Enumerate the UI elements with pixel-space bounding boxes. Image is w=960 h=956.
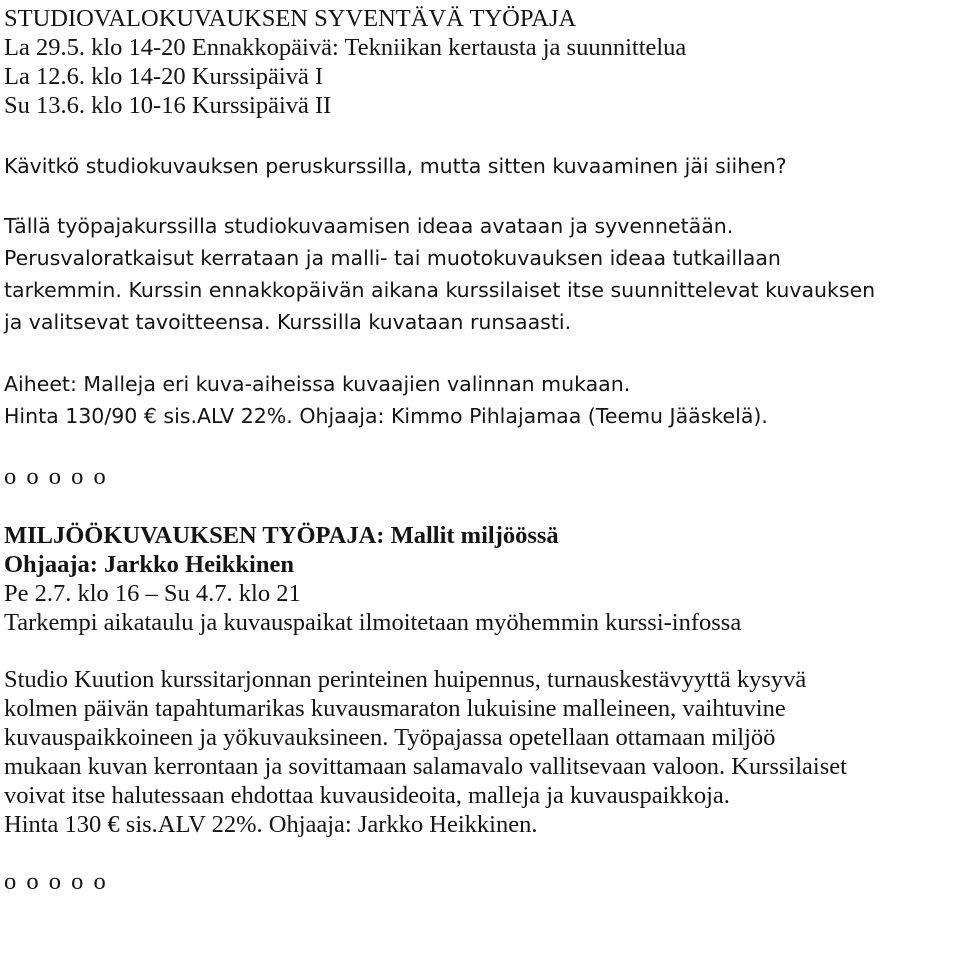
course-studio-description-line-2: Perusvaloratkaisut kerrataan ja malli- tai muotokuvauksen ideaa tutkaillaan bbox=[4, 246, 781, 270]
course-studio-title: STUDIOVALOKUVAUKSEN SYVENTÄVÄ TYÖPAJA bbox=[4, 5, 577, 32]
course-miljoo-description-line-2: kolmen päivän tapahtumarikas kuvausmaraton lukuisine malleineen, vaihtuvine bbox=[4, 695, 786, 722]
course-miljoo-instructor: Ohjaaja: Jarkko Heikkinen bbox=[4, 551, 294, 578]
course-miljoo-description-line-3: kuvauspaikkoineen ja yökuvauksineen. Työpajassa opetellaan ottamaan miljöö bbox=[4, 724, 776, 751]
course-miljoo-section bbox=[4, 521, 956, 839]
schedule-line-1: La 29.5. klo 14-20 Ennakkopäivä: Tekniikan kertausta ja suunnittelua bbox=[4, 34, 687, 61]
spacer bbox=[4, 182, 956, 210]
section-separator-2: o o o o o bbox=[4, 868, 108, 895]
course-studio-description-line-3: tarkemmin. Kurssin ennakkopäivän aikana kurssilaiset itse suunnittelevat kuvauksen bbox=[4, 278, 876, 302]
document-page bbox=[4, 4, 956, 896]
course-miljoo-description-line-4: mukaan kuvan kerrontaan ja sovittamaan salamavalo vallitsevaan valoon. Kurssilaiset bbox=[4, 753, 847, 780]
course-studio-price: Hinta 130/90 € sis.ALV 22%. Ohjaaja: Kimmo Pihlajamaa (Teemu Jääskelä). bbox=[4, 404, 768, 428]
section-separator-1: o o o o o bbox=[4, 463, 108, 490]
schedule-line-2: La 12.6. klo 14-20 Kurssipäivä I bbox=[4, 63, 324, 90]
course-miljoo-note: Tarkempi aikataulu ja kuvauspaikat ilmoitetaan myöhemmin kurssi-infossa bbox=[4, 609, 742, 636]
course-miljoo-price: Hinta 130 € sis.ALV 22%. Ohjaaja: Jarkko Heikkinen. bbox=[4, 811, 538, 838]
course-miljoo-description-line-5: voivat itse halutessaan ehdottaa kuvausideoita, malleja ja kuvauspaikkoja. bbox=[4, 782, 730, 809]
spacer bbox=[4, 839, 956, 867]
spacer bbox=[4, 120, 956, 150]
course-miljoo-dates: Pe 2.7. klo 16 – Su 4.7. klo 21 bbox=[4, 580, 301, 607]
schedule-line-3: Su 13.6. klo 10-16 Kurssipäivä II bbox=[4, 92, 332, 119]
course-studio-description-line-1: Tällä työpajakurssilla studiokuvaamisen ideaa avataan ja syvennetään. bbox=[4, 214, 734, 238]
course-studio-topics: Aiheet: Malleja eri kuva-aiheissa kuvaajien valinnan mukaan. bbox=[4, 372, 631, 396]
spacer bbox=[4, 338, 956, 368]
spacer bbox=[4, 637, 956, 665]
course-studio-question: Kävitkö studiokuvauksen peruskurssilla, mutta sitten kuvaaminen jäi siihen? bbox=[4, 154, 787, 178]
spacer bbox=[4, 432, 956, 462]
spacer bbox=[4, 491, 956, 521]
course-studio-description-line-4: ja valitsevat tavoitteensa. Kurssilla kuvataan runsaasti. bbox=[4, 310, 572, 334]
course-studio-section bbox=[4, 4, 956, 432]
course-miljoo-title: MILJÖÖKUVAUKSEN TYÖPAJA: Mallit miljöössä bbox=[4, 522, 559, 549]
course-miljoo-description-line-1: Studio Kuution kurssitarjonnan perinteinen huipennus, turnauskestävyyttä kysyvä bbox=[4, 666, 807, 693]
